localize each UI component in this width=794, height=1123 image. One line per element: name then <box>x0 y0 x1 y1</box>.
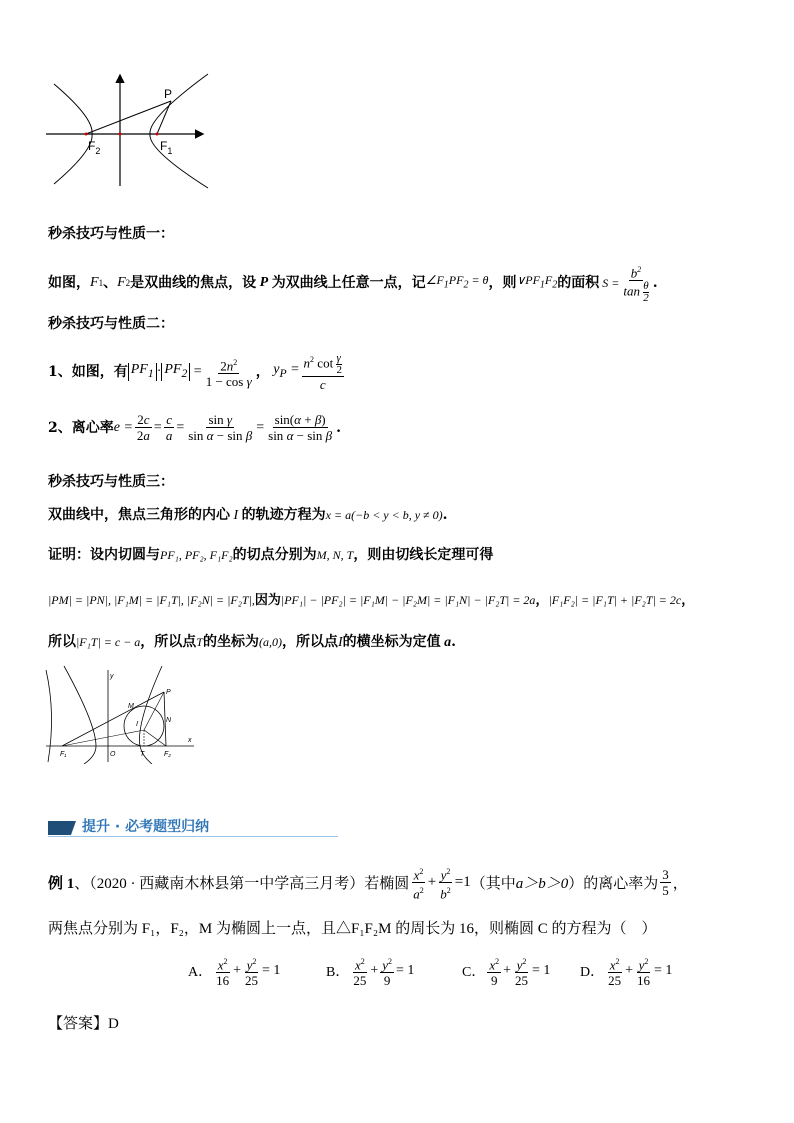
header-underline <box>48 836 338 837</box>
example-1-line-2: 两焦点分别为 F₁，F₂，M 为椭圆上一点，且△F₁F₂M 的周长为 16，则椭圆 C 的方程为（ ） <box>48 921 657 937</box>
fig2-label-x: x <box>188 737 192 744</box>
focus-f1-dot <box>156 133 159 136</box>
fig2-label-p: P <box>166 689 171 696</box>
section-1-paragraph: 如图， F 1 、 F 2 是双曲线的焦点，设 P 为双曲线上任意一点，记 $\angle F_1PF_2 = \theta$ ，则 $\vee PF_1F_2$ 的面积 S = $b^2$ tan $\frac{\theta}{2}$ . <box>48 262 658 304</box>
section-2-line-1: 1、如图，有 $PF_1$ · $PF_2$ = $\frac{2n^2}{\text{1 − cos γ}}$ ， $y_P$ = $n^2$ cot $\frac{\gamma}{2}$ c <box>48 351 342 392</box>
fig2-right-branch <box>139 666 162 764</box>
fig2-label-f2: F₂ <box>164 751 171 758</box>
label-p: P <box>164 87 173 101</box>
fig2-far-left-curve <box>46 670 52 762</box>
example-label: 例 1 <box>48 876 75 893</box>
example-1-line-1: 例 1 、（2020 · 西藏南木林县第一中学高三月考）若椭圆 $\frac{x^2}{a^2}$ + $\frac{y^2}{b^2}$ =1 （其中 a＞b＞0 ）的离心率为 $\frac{3}{5}$ ， <box>48 864 688 902</box>
fig2-label-m: M <box>128 703 134 710</box>
section-3-line-4: 所以|F₁T| = c − a，所以点T的坐标为(a,0)，所以点I的横坐标为定值 a. <box>48 634 457 650</box>
fig2-label-t: T <box>140 751 145 758</box>
option-b[interactable]: B． $\frac{x^2}{25}$ + $\frac{y^2}{9}$ = 1 <box>326 954 414 988</box>
fig2-label-f1: F₁ <box>60 751 67 758</box>
section-header <box>48 816 338 838</box>
fig2-label-y: y <box>110 673 114 680</box>
label-f1: $F_1$ <box>160 139 173 156</box>
center-dot <box>119 133 122 136</box>
option-a[interactable]: A． $\frac{x^2}{16}$ + $\frac{y^2}{25}$ = 1 <box>188 954 280 988</box>
fig2-label-i: I <box>136 721 138 728</box>
area-formula: $b^2$ tan $\frac{\theta}{2}$ <box>621 262 650 304</box>
header-title: 提升 · 必考题型归纳 <box>82 819 210 835</box>
section-1-title: 秒杀技巧与性质一： <box>48 226 174 242</box>
header-accent-bar <box>48 821 76 835</box>
fig2-label-o: O <box>110 751 116 758</box>
option-d[interactable]: D． $\frac{x^2}{25}$ + $\frac{y^2}{16}$ = 1 <box>580 954 672 988</box>
hyperbola-figure-1 <box>44 70 210 190</box>
incircle-figure <box>44 664 202 764</box>
section-3-line-3: |PM| = |PN|, |F₁M| = |F₁T|, |F₂N| = |F₂T|,因为|PF₁| − |PF₂| = |F₁M| − |F₂M| = |F₁N| − |F₂T| = 2a，|F₁F₂| = |F₁T| + |F₂T| = 2c， <box>48 593 695 608</box>
option-c[interactable]: C． $\frac{x^2}{9}$ + $\frac{y^2}{25}$ = 1 <box>462 954 550 988</box>
focus-f2-dot <box>85 133 88 136</box>
answer-line: 【答案】D <box>48 1016 119 1032</box>
label-f2: $F_2$ <box>88 139 101 156</box>
fig2-label-n: N <box>166 717 172 724</box>
section-3-line-1: 双曲线中，焦点三角形的内心 I 的轨迹方程为x = a(−b < y < b, y ≠ 0). <box>48 507 448 523</box>
section-2-title: 秒杀技巧与性质二： <box>48 316 174 332</box>
fig2-f1i <box>62 730 144 746</box>
section-2-line-2: 2、离心率 e = $\frac{2c}{2a}$ = $\frac{c}{a}$ = $\frac{\text{sin γ}}{\text{sin α − sin β}}$ = $\frac{\sin(\alpha + \beta)}{\text{sin α − sin β}}$ . <box>48 412 342 443</box>
fig2-left-branch <box>64 666 96 764</box>
fig2-pf1 <box>62 692 164 746</box>
section-3-line-2: 证明：设内切圆与PF₁, PF₂, F₁F₂的切点分别为M, N, T，则由切线长定理可得 <box>48 547 494 563</box>
section-3-title: 秒杀技巧与性质三： <box>48 474 174 490</box>
